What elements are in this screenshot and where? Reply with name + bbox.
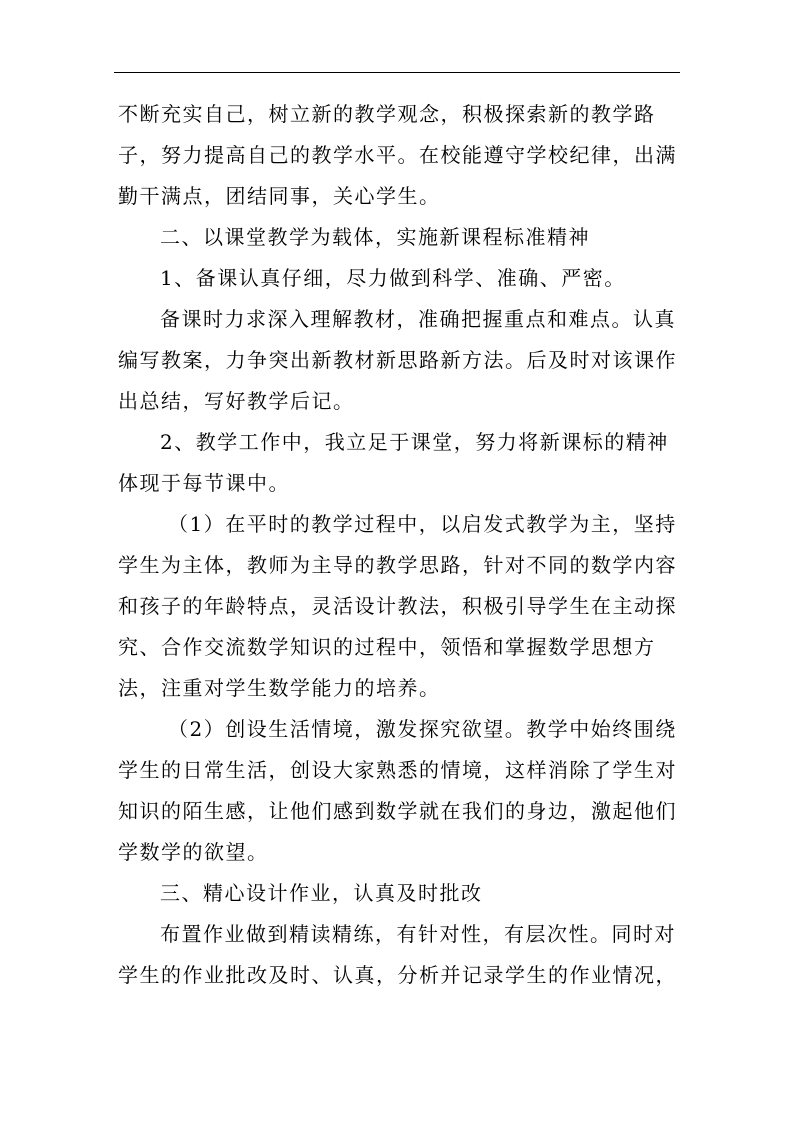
- section-heading-3: 三、精心设计作业，认真及时批改: [160, 881, 483, 905]
- section-heading-2: 二、以课堂教学为载体，实施新课程标准精神: [160, 225, 590, 249]
- paragraph-point-1: （1）在平时的教学过程中，以启发式教学为主，坚持学生为主体，教师为主导的教学思路，针对不同的数学内容和孩子的年龄特点，灵活设计教法，积极引导学生在主动探究、合作交流数学知识的过程中，领悟和掌握数学思想方法，注重对学生数学能力的培养。: [118, 512, 677, 700]
- paragraph-continuation: 不断充实自己，树立新的教学观念，积极探索新的教学路子，努力提高自己的教学水平。在校能遵守学校纪律，出满勤干满点，团结同事，关心学生。: [118, 102, 677, 208]
- subsection-heading-1: 1、备课认真仔细，尽力做到科学、准确、严密。: [160, 266, 626, 290]
- document-body: [118, 94, 678, 996]
- paragraph-homework: 布置作业做到精读精练，有针对性，有层次性。同时对学生的作业批改及时、认真，分析并记录学生的作业情况，: [118, 922, 677, 987]
- subsection-heading-2: 2、教学工作中，我立足于课堂，努力将新课标的精神体现于每节课中。: [118, 430, 669, 495]
- paragraph-lesson-prep: 备课时力求深入理解教材，准确把握重点和难点。认真编写教案，力争突出新教材新思路新方法。后及时对该课作出总结，写好教学后记。: [118, 307, 677, 413]
- paragraph-point-2: （2）创设生活情境，激发探究欲望。教学中始终围绕学生的日常生活，创设大家熟悉的情境，这样消除了学生对知识的陌生感，让他们感到数学就在我们的身边，激起他们学数学的欲望。: [118, 717, 677, 864]
- header-rule: [114, 72, 680, 73]
